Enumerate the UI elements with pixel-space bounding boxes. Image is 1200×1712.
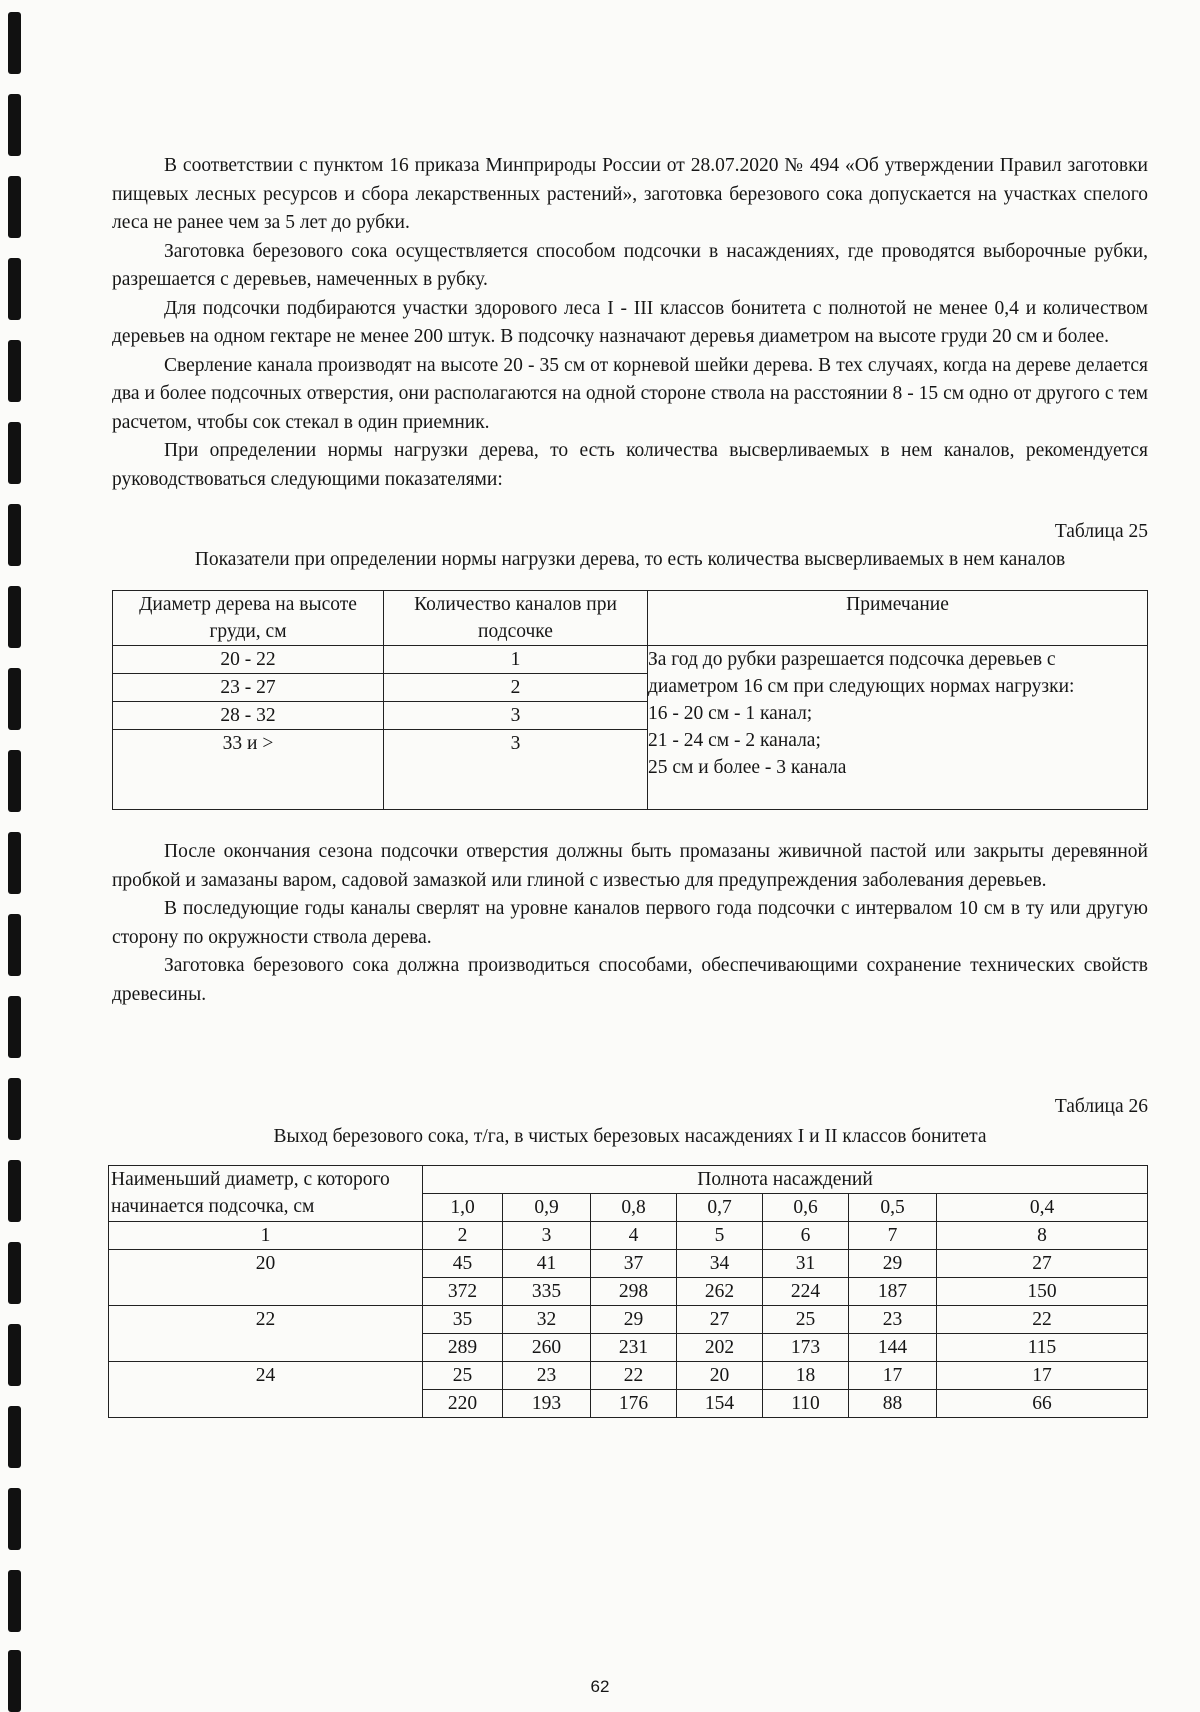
table-cell: 173 — [763, 1334, 849, 1362]
header-note: Примечание — [648, 591, 1148, 646]
table-cell: 27 — [937, 1250, 1148, 1278]
cell-channels: 1 — [384, 646, 648, 674]
table-cell: 262 — [677, 1278, 763, 1306]
table-26-caption: Таблица 26 — [1054, 1096, 1148, 1117]
table-row — [109, 1250, 1148, 1278]
binder-mark — [8, 422, 21, 484]
table-cell: 22 — [937, 1306, 1148, 1334]
paragraph: Сверление канала производят на высоте 20 - 35 см от корневой шейки дерева. В тех случаях, когда на дереве делается два и более подсочных отверстия, они располагаются на одной стороне ствола на расстоянии 8 - 15 см одно от другого с тем расчетом, чтобы сок стекал в один приемник. — [112, 354, 1148, 433]
table-cell: 110 — [763, 1390, 849, 1418]
table-cell: 220 — [423, 1390, 503, 1418]
header-density: 0,9 — [503, 1194, 591, 1222]
column-number: 6 — [763, 1222, 849, 1250]
cell-channels: 3 — [384, 702, 648, 730]
column-number: 7 — [849, 1222, 937, 1250]
table-row — [113, 646, 1148, 674]
table-cell: 25 — [763, 1306, 849, 1334]
table-cell: 187 — [849, 1278, 937, 1306]
table-cell: 335 — [503, 1278, 591, 1306]
table-cell: 88 — [849, 1390, 937, 1418]
table-cell: 45 — [423, 1250, 503, 1278]
table-cell: 66 — [937, 1390, 1148, 1418]
table-cell: 22 — [591, 1362, 677, 1390]
note-line: 16 - 20 см - 1 канал; — [648, 703, 813, 724]
table-cell: 20 — [677, 1362, 763, 1390]
table-cell: 17 — [937, 1362, 1148, 1390]
column-number: 8 — [937, 1222, 1148, 1250]
table-25 — [112, 590, 1148, 810]
cell-channels: 2 — [384, 674, 648, 702]
cell-min-diameter: 20 — [109, 1250, 423, 1306]
paragraph: В последующие годы каналы сверлят на уровне каналов первого года подсочки с интервалом 10 см в ту или другую сторону по окружности ствола дерева. — [112, 898, 1148, 948]
table-cell: 193 — [503, 1390, 591, 1418]
table-25-title: Показатели при определении нормы нагрузки дерева, то есть количества высверливаемых в нем каналов — [194, 549, 1066, 570]
binder-mark — [8, 586, 21, 648]
cell-channels: 3 — [384, 730, 648, 810]
column-number: 1 — [109, 1222, 423, 1250]
binder-mark — [8, 94, 21, 156]
cell-note — [648, 646, 1148, 810]
column-number: 3 — [503, 1222, 591, 1250]
table-header-row — [113, 591, 1148, 646]
table-cell: 150 — [937, 1278, 1148, 1306]
binder-mark — [8, 340, 21, 402]
binder-mark — [8, 1324, 21, 1386]
header-min-diameter: Наименьший диаметр, с которого начинается подсочка, см — [109, 1166, 423, 1222]
table-cell: 31 — [763, 1250, 849, 1278]
paragraph: После окончания сезона подсочки отверстия должны быть промазаны живичной пастой или закрыты деревянной пробкой и замазаны варом, садовой замазкой или глиной с известью для предупреждения заболевания деревьев. — [112, 841, 1148, 891]
table-cell: 32 — [503, 1306, 591, 1334]
cell-min-diameter: 22 — [109, 1306, 423, 1362]
table-cell: 176 — [591, 1390, 677, 1418]
column-number: 5 — [677, 1222, 763, 1250]
table-cell: 289 — [423, 1334, 503, 1362]
table-cell: 27 — [677, 1306, 763, 1334]
table-25-caption: Таблица 25 — [1054, 521, 1148, 542]
table-cell: 298 — [591, 1278, 677, 1306]
binder-mark — [8, 1406, 21, 1468]
cell-diameter: 20 - 22 — [113, 646, 384, 674]
binder-mark — [8, 914, 21, 976]
note-line: 25 см и более - 3 канала — [648, 757, 847, 778]
binder-mark — [8, 1488, 21, 1550]
column-number: 4 — [591, 1222, 677, 1250]
table-row — [109, 1306, 1148, 1334]
table-cell: 18 — [763, 1362, 849, 1390]
binder-mark — [8, 832, 21, 894]
table-cell: 29 — [849, 1250, 937, 1278]
table-header-row — [109, 1166, 1148, 1194]
table-cell: 115 — [937, 1334, 1148, 1362]
binder-mark — [8, 1570, 21, 1632]
document-body — [112, 152, 1148, 1418]
binder-mark — [8, 12, 21, 74]
table-26-title: Выход березового сока, т/га, в чистых березовых насаждениях I и II классов бонитета — [273, 1126, 987, 1147]
cell-diameter: 23 - 27 — [113, 674, 384, 702]
column-number: 2 — [423, 1222, 503, 1250]
after-section — [112, 838, 1148, 1009]
table-cell: 41 — [503, 1250, 591, 1278]
header-channels: Количество каналов при подсочке — [384, 591, 648, 646]
note-line: 21 - 24 см - 2 канала; — [648, 730, 821, 751]
table-cell: 34 — [677, 1250, 763, 1278]
column-number-row — [109, 1222, 1148, 1250]
paragraph: При определении нормы нагрузки дерева, то есть количества высверливаемых в нем каналов, рекомендуется руководствоваться следующими показателями: — [112, 440, 1148, 490]
header-diameter: Диаметр дерева на высоте груди, см — [113, 591, 384, 646]
header-density: 0,8 — [591, 1194, 677, 1222]
table-cell: 17 — [849, 1362, 937, 1390]
paragraph: Заготовка березового сока должна производиться способами, обеспечивающими сохранение технических свойств древесины. — [112, 955, 1148, 1005]
binder-marks — [0, 0, 40, 1712]
cell-min-diameter: 24 — [109, 1362, 423, 1418]
header-density: 1,0 — [423, 1194, 503, 1222]
table-cell: 23 — [849, 1306, 937, 1334]
header-density: 0,7 — [677, 1194, 763, 1222]
header-density: 0,5 — [849, 1194, 937, 1222]
paragraph: Для подсочки подбираются участки здорового леса I - III классов бонитета с полнотой не менее 0,4 и количеством деревьев на одном гектаре не менее 200 штук. В подсочку назначают деревья диаметром на высоте груди 20 см и более. — [112, 297, 1148, 347]
table-cell: 37 — [591, 1250, 677, 1278]
table-cell: 35 — [423, 1306, 503, 1334]
page-number: 62 — [590, 1677, 610, 1696]
binder-mark — [8, 1078, 21, 1140]
binder-mark — [8, 668, 21, 730]
binder-mark — [8, 1160, 21, 1222]
table-cell: 23 — [503, 1362, 591, 1390]
table-row — [109, 1362, 1148, 1390]
binder-mark — [8, 996, 21, 1058]
header-density: 0,6 — [763, 1194, 849, 1222]
cell-diameter: 33 и > — [113, 730, 384, 810]
cell-diameter: 28 - 32 — [113, 702, 384, 730]
binder-mark — [8, 750, 21, 812]
header-density-group: Полнота насаждений — [423, 1166, 1148, 1194]
binder-mark — [8, 1242, 21, 1304]
binder-mark — [8, 258, 21, 320]
paragraph: В соответствии с пунктом 16 приказа Минприроды России от 28.07.2020 № 494 «Об утверждении Правил заготовки пищевых лесных ресурсов и сбора лекарственных растений», заготовка березового сока допускается на участках спелого леса не ранее чем за 5 лет до рубки. — [112, 155, 1148, 233]
binder-mark — [8, 176, 21, 238]
header-density: 0,4 — [937, 1194, 1148, 1222]
table-26 — [108, 1165, 1148, 1418]
table-cell: 154 — [677, 1390, 763, 1418]
table-cell: 224 — [763, 1278, 849, 1306]
table-cell: 144 — [849, 1334, 937, 1362]
intro-section — [112, 152, 1148, 494]
binder-mark — [8, 504, 21, 566]
table-cell: 25 — [423, 1362, 503, 1390]
table-cell: 202 — [677, 1334, 763, 1362]
note-line: За год до рубки разрешается подсочка деревьев с диаметром 16 см при следующих нормах нагрузки: — [648, 649, 1075, 697]
paragraph: Заготовка березового сока осуществляется способом подсочки в насаждениях, где проводятся выборочные рубки, разрешается с деревьев, намеченных в рубку. — [112, 240, 1148, 290]
table-cell: 372 — [423, 1278, 503, 1306]
table-cell: 260 — [503, 1334, 591, 1362]
table-cell: 29 — [591, 1306, 677, 1334]
table-cell: 231 — [591, 1334, 677, 1362]
